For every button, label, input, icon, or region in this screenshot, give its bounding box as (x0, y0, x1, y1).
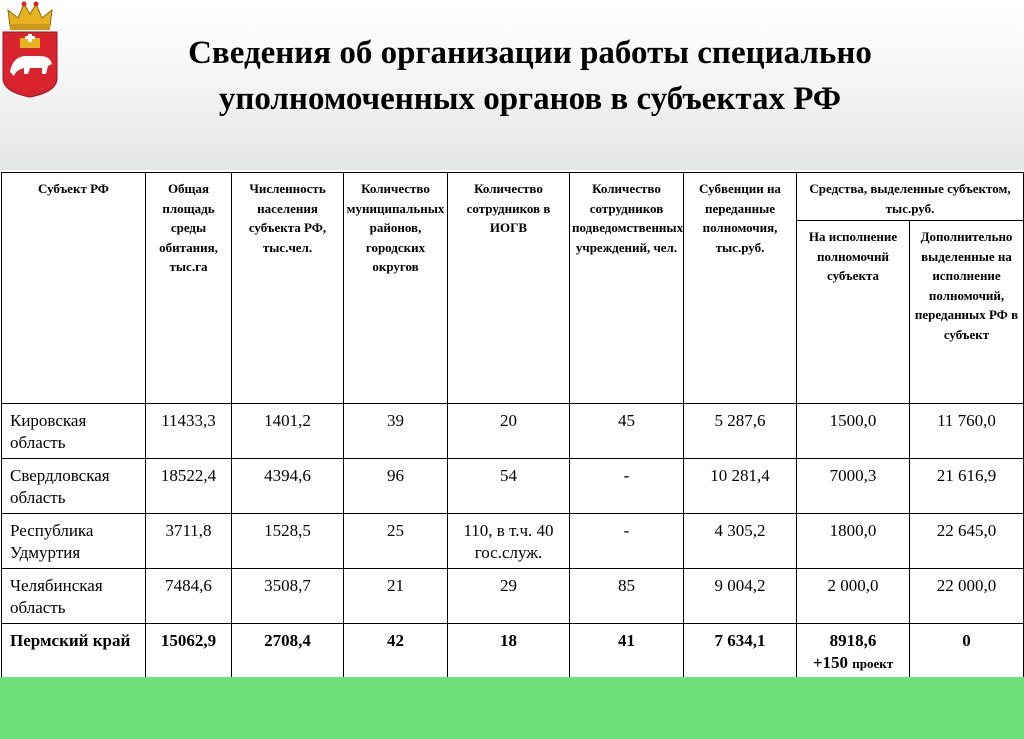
header-population: Численность населения субъекта РФ, тыс.чел. (232, 173, 344, 404)
header-iogv-staff: Количество сотрудников в ИОГВ (448, 173, 570, 404)
header-subordinate-staff: Количество сотрудников подведомственных учреждений, чел. (570, 173, 684, 404)
cell-districts: 21 (344, 569, 448, 624)
page-title (70, 30, 990, 122)
cell-subventions: 4 305,2 (684, 514, 797, 569)
cell-population: 1528,5 (232, 514, 344, 569)
cell-subordinate-staff: 85 (570, 569, 684, 624)
table-row (2, 459, 1024, 514)
cell-population: 3508,7 (232, 569, 344, 624)
cell-funds-own: 7000,3 (797, 459, 910, 514)
header-subject: Субъект РФ (2, 173, 146, 404)
cell-funds-own: 1500,0 (797, 404, 910, 459)
table-row (2, 404, 1024, 459)
coat-of-arms-icon (0, 0, 60, 98)
cell-subventions: 7 634,1 (684, 624, 797, 679)
footer-band (0, 677, 1024, 739)
cell-funds-own (797, 624, 910, 679)
funds-own-main: 8918,6 (829, 631, 877, 650)
cell-funds-extra: 11 760,0 (910, 404, 1024, 459)
cell-area: 18522,4 (146, 459, 232, 514)
cell-population: 1401,2 (232, 404, 344, 459)
data-table (1, 172, 1024, 679)
funds-own-plus: +150 (812, 653, 849, 672)
cell-funds-extra: 22 000,0 (910, 569, 1024, 624)
cell-funds-extra: 0 (910, 624, 1024, 679)
cell-districts: 25 (344, 514, 448, 569)
cell-area: 3711,8 (146, 514, 232, 569)
table-row-perm (2, 624, 1024, 679)
cell-subventions: 10 281,4 (684, 459, 797, 514)
cell-subject: Кировская область (2, 404, 146, 459)
cell-funds-extra: 21 616,9 (910, 459, 1024, 514)
cell-districts: 39 (344, 404, 448, 459)
cell-funds-own: 1800,0 (797, 514, 910, 569)
title-line-2: уполномоченных органов в субъектах РФ (218, 81, 842, 117)
header-funds-extra: Дополнительно выделенные на исполнение полномочий, переданных РФ в субъект (910, 221, 1024, 404)
header-funds-group: Средства, выделенные субъектом, тыс.руб. (797, 173, 1024, 221)
cell-area: 11433,3 (146, 404, 232, 459)
cell-iogv-staff: 29 (448, 569, 570, 624)
cell-subordinate-staff: 45 (570, 404, 684, 459)
header-area: Общая площадь среды обитания, тыс.га (146, 173, 232, 404)
cell-funds-own: 2 000,0 (797, 569, 910, 624)
cell-subject: Пермский край (2, 624, 146, 679)
cell-subject: Свердловская область (2, 459, 146, 514)
cell-population: 4394,6 (232, 459, 344, 514)
cell-iogv-staff: 110, в т.ч. 40 гос.служ. (448, 514, 570, 569)
cell-districts: 96 (344, 459, 448, 514)
cell-districts: 42 (344, 624, 448, 679)
table-row (2, 514, 1024, 569)
cell-subordinate-staff: - (570, 459, 684, 514)
cell-subordinate-staff: 41 (570, 624, 684, 679)
cell-subject: Республика Удмуртия (2, 514, 146, 569)
cell-subventions: 5 287,6 (684, 404, 797, 459)
cell-iogv-staff: 20 (448, 404, 570, 459)
cell-subject: Челябинская область (2, 569, 146, 624)
cell-subordinate-staff: - (570, 514, 684, 569)
cell-area: 15062,9 (146, 624, 232, 679)
funds-own-note: проект (852, 656, 894, 671)
cell-population: 2708,4 (232, 624, 344, 679)
title-line-1: Сведения об организации работы специально (188, 35, 872, 71)
cell-area: 7484,6 (146, 569, 232, 624)
header-districts: Количество муниципальных районов, городских округов (344, 173, 448, 404)
cell-iogv-staff: 18 (448, 624, 570, 679)
cell-funds-extra: 22 645,0 (910, 514, 1024, 569)
cell-iogv-staff: 54 (448, 459, 570, 514)
header-funds-own: На исполнение полномочий субъекта (797, 221, 910, 404)
cell-subventions: 9 004,2 (684, 569, 797, 624)
header-subventions: Субвенции на переданные полномочия, тыс.руб. (684, 173, 797, 404)
table-row (2, 569, 1024, 624)
